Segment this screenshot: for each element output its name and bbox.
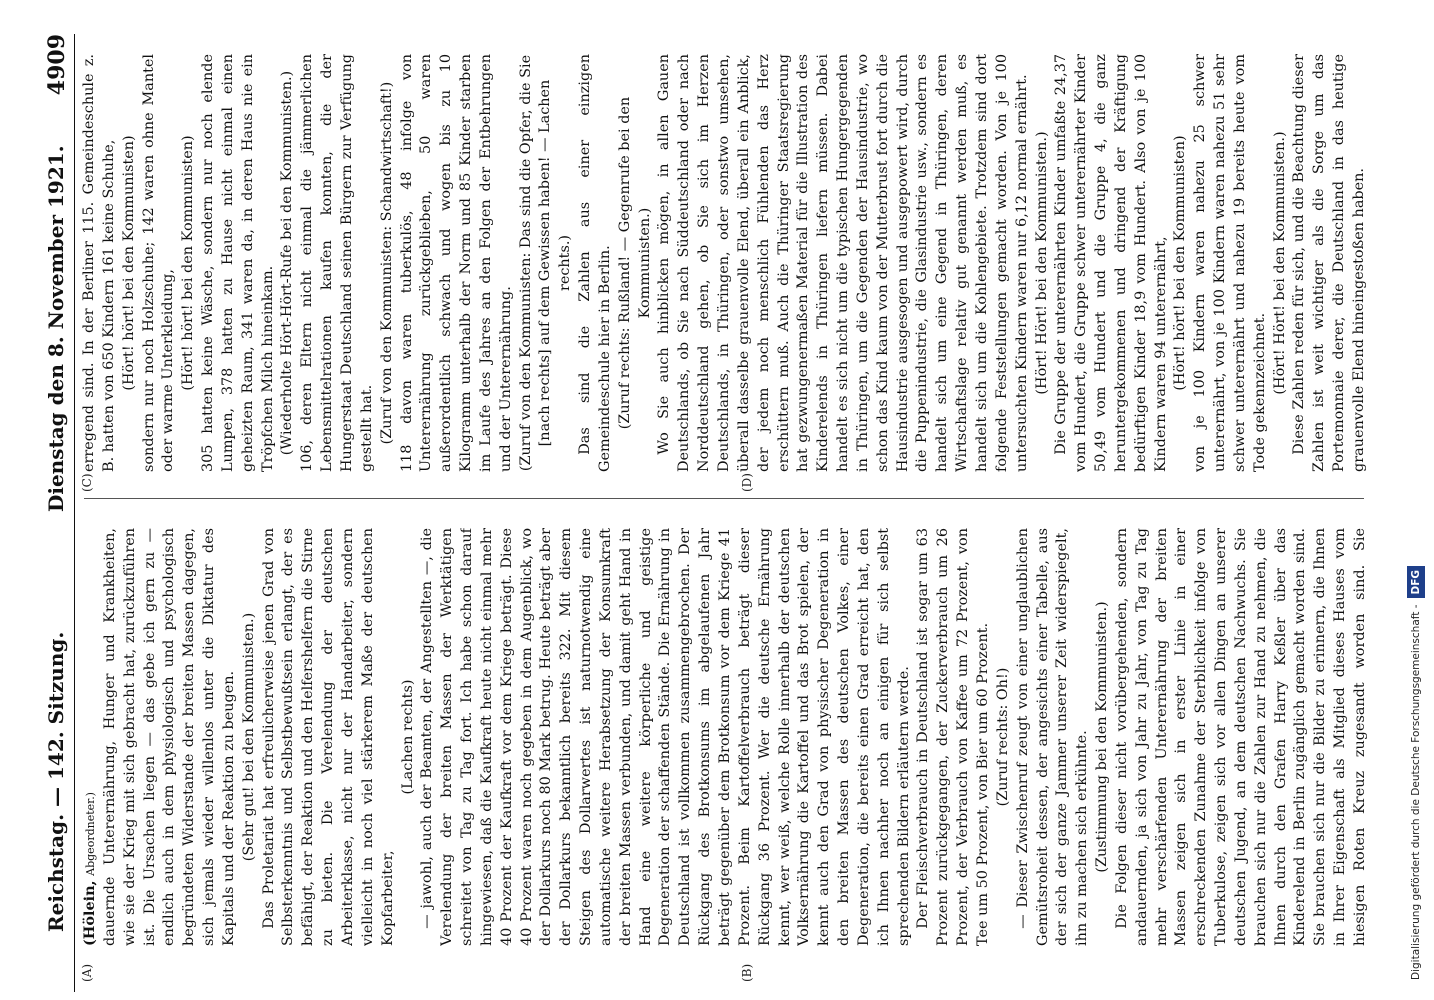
interjection: (Zuruf von den Kommunisten: Das sind die Opfer, die Sie [nach rechts] auf dem Gewissen haben! — Lachen rechts.) bbox=[517, 54, 574, 472]
paragraph: Die Gruppe der unterernährten Kinder umfaßte 24,37 vom Hundert, die Gruppe schwer unterernährter Kinder 50,49 vom Hundert und die Gruppe 4, die ganz heruntergekommenen und dringend der Kräftigung bedürftigen Kinder 18,9 vom Hundert. Also von je 100 Kindern waren 94 unterernährt, bbox=[1053, 54, 1169, 472]
interjection: (Zustimmung bei den Kommunisten.) bbox=[1094, 601, 1111, 873]
interjection: (Hört! hört! bei den Kommunisten) bbox=[1172, 135, 1189, 391]
paragraph: erregend sind. In der Berliner 115. Gemeindeschule z. B. hatten von 650 Kindern 161 keine Schuhe, bbox=[81, 54, 117, 472]
rotated-page bbox=[40, 34, 1370, 992]
interjection: (Zuruf rechts: Rußland! — Gegenrufe bei den Kommunisten.) bbox=[616, 96, 653, 430]
interjection: (Hört! hört! bei den Kommunisten) bbox=[120, 135, 137, 391]
paragraph: dauernde Unterernährung, Hunger und Krankheiten, wie sie der Krieg mit sich gebracht hat, zurückzuführen ist. Die Ursachen liegen — das gebe ich gern zu — endlich auch in dem physiologisch und psychologisch begründeten Widerstande der breiten Massen dagegen, sich jemals wieder willenlos unter die Diktatur des Kapitals und der Reaktion zu beugen. bbox=[101, 528, 237, 946]
paragraph: 106, deren Eltern nicht einmal die jämmerlichen Lebensmittelrationen kaufen konnten, die der Hungerstaat Deutschland seinen Bürgern zur Verfügung gestellt hat. bbox=[299, 54, 375, 472]
paragraph: Die Folgen dieser nicht vorübergehenden, sondern andauernden, ja sich von Jahr zu Jahr, von Tag zu Tag mehr verschärfenden Unterernährung der breiten Massen zeigen sich in erster Linie in einer erschreckenden Zunahme der Sterblichkeit infolge von Tuberkulose, zeigen sich vor allen Dingen an unserer deutschen Jugend, an dem deutschen Nachwuchs. Sie brauchen sich nur die Zahlen zur Hand zu nehmen, die Ihnen durch den Grafen Harry Keßler über das Kinderelend in Berlin zugänglich gemacht worden sind. Sie brauchen sich nur die Bilder zu erinnern, die Ihnen in Ihrer Eigenschaft als Mitglied dieses Hauses vom hiesigen Roten Kreuz zugesandt worden sind. Sie bbox=[1113, 528, 1368, 946]
paragraph: Das Proletariat hat erfreulicherweise jenen Grad von Selbsterkenntnis und Selbstbewußtsein erlangt, der es befähigt, der Reaktion und den Helfershelfern die Stirne zu bieten. Die Verelendung der deutschen Arbeiterklasse, nicht nur der Handarbeiter, sondern vielleicht in noch viel stärkerem Maße der deutschen Kopfarbeiter, bbox=[260, 528, 396, 946]
interjection: (Zuruf von den Kommunisten: Schandwirtschaft!) bbox=[378, 81, 395, 445]
paragraph: Der Fleischverbrauch in Deutschland ist sogar um 63 Prozent zurückgegangen, der Zuckerverbrauch um 26 Prozent, der Verbrauch von Kaffee um 72 Prozent, von Tee um 50 Prozent, von Bier um 60 Prozent. bbox=[915, 528, 991, 946]
paragraph: Das sind die Zahlen aus einer einzigen Gemeindeschule hier in Berlin. bbox=[577, 54, 613, 472]
left-column bbox=[80, 528, 1370, 946]
credit-line: Digitalisierung gefördert durch die Deutsche Forschungsgemeinschaft - bbox=[1410, 604, 1422, 980]
interjection: (Hört! Hört! bei den Kommunisten.) bbox=[1271, 131, 1288, 395]
paragraph: — Dieser Zwischenruf zeugt von einer unglaublichen Gemütsroheit dessen, der angesichts einer Tabelle, aus der sich der ganze Jammer unserer Zeit widerspiegelt, ihn zu machen sich erkühnte. bbox=[1014, 528, 1091, 946]
paragraph: 305 hatten keine Wäsche, sondern nur noch elende Lumpen, 378 hatten zu Hause nicht einmal einen geheizten Raum, 341 waren da, in deren Haus nie ein Tröpfchen Milch hineinkam. bbox=[200, 54, 276, 472]
interjection: (Zuruf rechts: Oh!) bbox=[994, 667, 1011, 807]
speaker-role: Abgeordneter.) bbox=[84, 792, 97, 876]
margin-letter-b: (B) bbox=[740, 963, 754, 982]
page-header bbox=[40, 34, 72, 992]
paragraph: Diese Zahlen reden für sich, und die Beachtung dieser Zahlen ist weit wichtiger als die Sorge um das Portemonnaie derer, die Deutschland in das heutige grauenvolle Elend hineingestoßen haben. bbox=[1291, 54, 1367, 472]
dfg-logo: DFG bbox=[1407, 566, 1425, 599]
paragraph: Wo Sie auch hinblicken mögen, in allen Gauen Deutschlands, ob Sie nach Süddeutschland oder nach Norddeutschland gehen, ob Sie sich im Herzen Deutschlands, in Thüringen, oder sonstwo umsehen, überall dasselbe grauenvolle Elend, überall ein Anblick, der jedem noch menschlich Fühlenden das Herz erschüttern muß. Auch die Thüringer Staatsregierung hat gezwungenermaßen Material für die Illustration des Kinderelends in Thüringen liefern müssen. Dabei handelt es sich nicht um die typischen Hungergegenden in Thüringen, um die Gegenden der Hausindustrie, wo schon das Kind kaum von der Mutterbrust fort durch die Hausindustrie ausgesogen und ausgepowert wird, durch die Puppenindustrie, die Glasindustrie usw., sondern es handelt sich um eine Gegend in Thüringen, deren Wirtschaftslage relativ gut genannt werden muß, es handelt sich um die Kohlengebiete. Trotzdem sind dort folgende Feststellungen gemacht worden. Von je 100 untersuchten Kindern waren nur 6,12 normal ernährt. bbox=[656, 54, 1030, 472]
paragraph: — jawohl, auch der Beamten, der Angestellten —, die Verelendung der breiten Massen der Werktätigen schreitet von Tag zu Tag fort. Ich habe schon darauf hingewiesen, daß die Kaufkraft heute nicht einmal mehr 40 Prozent der Kaufkraft vor dem Kriege beträgt. Diese 40 Prozent waren noch gegeben in dem Augenblick, wo der Dollarkurs noch 80 Mark betrug. Heute beträgt aber der Dollarkurs bekanntlich bereits 322. Mit diesem Steigen des Dollarwertes ist naturnotwendig eine automatische weitere Herabsetzung der Konsumkraft der breiten Massen verbunden, und damit geht Hand in Hand eine weitere körperliche und geistige Degeneration der schaffenden Stände. Die Ernährung in Deutschland ist vollkommen zusammengebrochen. Der Rückgang des Brotkonsums im abgelaufenen Jahr beträgt gegenüber dem Brotkonsum vor dem Kriege 41 Prozent. Beim Kartoffelverbrauch beträgt dieser Rückgang 36 Prozent. Wer die deutsche Ernährung kennt, wer weiß, welche Rolle innerhalb der deutschen Volksernährung die Kartoffel und das Brot spielen, der kennt auch den Grad von physischer Degeneration in den breiten Massen des deutschen Volkes, einer Degeneration, die bereits einen Grad erreicht hat, den ich Ihnen nachher noch an einigen für sich selbst sprechenden Bildern erläutern werde. bbox=[419, 528, 912, 946]
paragraph: von je 100 Kindern waren nahezu 25 schwer unterernährt, von je 100 Kindern waren nahezu 51 sehr schwer unterernährt und nahezu 19 bereits heute vom Tode gekennzeichnet. bbox=[1192, 54, 1268, 472]
right-column bbox=[80, 54, 1370, 472]
margin-letter-a: (A) bbox=[80, 963, 94, 982]
speaker-name: (Hölein, bbox=[81, 880, 98, 946]
header-right: Dienstag den 8. November 1921. bbox=[44, 145, 68, 512]
column-divider bbox=[84, 498, 1364, 499]
margin-letter-c: (C) bbox=[80, 473, 94, 492]
paragraph: sondern nur noch Holzschuhe; 142 waren ohne Mantel oder warme Unterkleidung, bbox=[140, 54, 177, 472]
paragraph: 118 davon waren tuberkulös, 48 infolge von Unterernährung zurückgeblieben, 50 waren außerordentlich schwach und wogen bis zu 10 Kilogramm unterhalb der Norm und 85 Kinder starben im Laufe des Jahres an den Folgen der Entbehrungen und der Unterernährung. bbox=[398, 54, 514, 472]
interjection: (Lachen rechts) bbox=[399, 679, 416, 795]
header-left: Reichstag. — 142. Sitzung. bbox=[44, 631, 68, 932]
digitization-credit bbox=[1403, 30, 1429, 980]
interjection: (Hört! Hört! bei den Kommunisten.) bbox=[1033, 131, 1050, 395]
interjection: (Sehr gut! bei den Kommunisten.) bbox=[240, 612, 257, 862]
margin-letter-d: (D) bbox=[740, 473, 754, 492]
header-rule bbox=[74, 34, 75, 992]
interjection: (Hört! hört! bei den Kommunisten) bbox=[180, 135, 197, 391]
interjection: (Wiederholte Hört-Hört-Rufe bei den Kommunisten.) bbox=[279, 70, 296, 456]
speaker-line bbox=[80, 528, 101, 946]
digitization-credit-text bbox=[1403, 30, 1429, 980]
page-number: 4909 bbox=[44, 34, 70, 96]
